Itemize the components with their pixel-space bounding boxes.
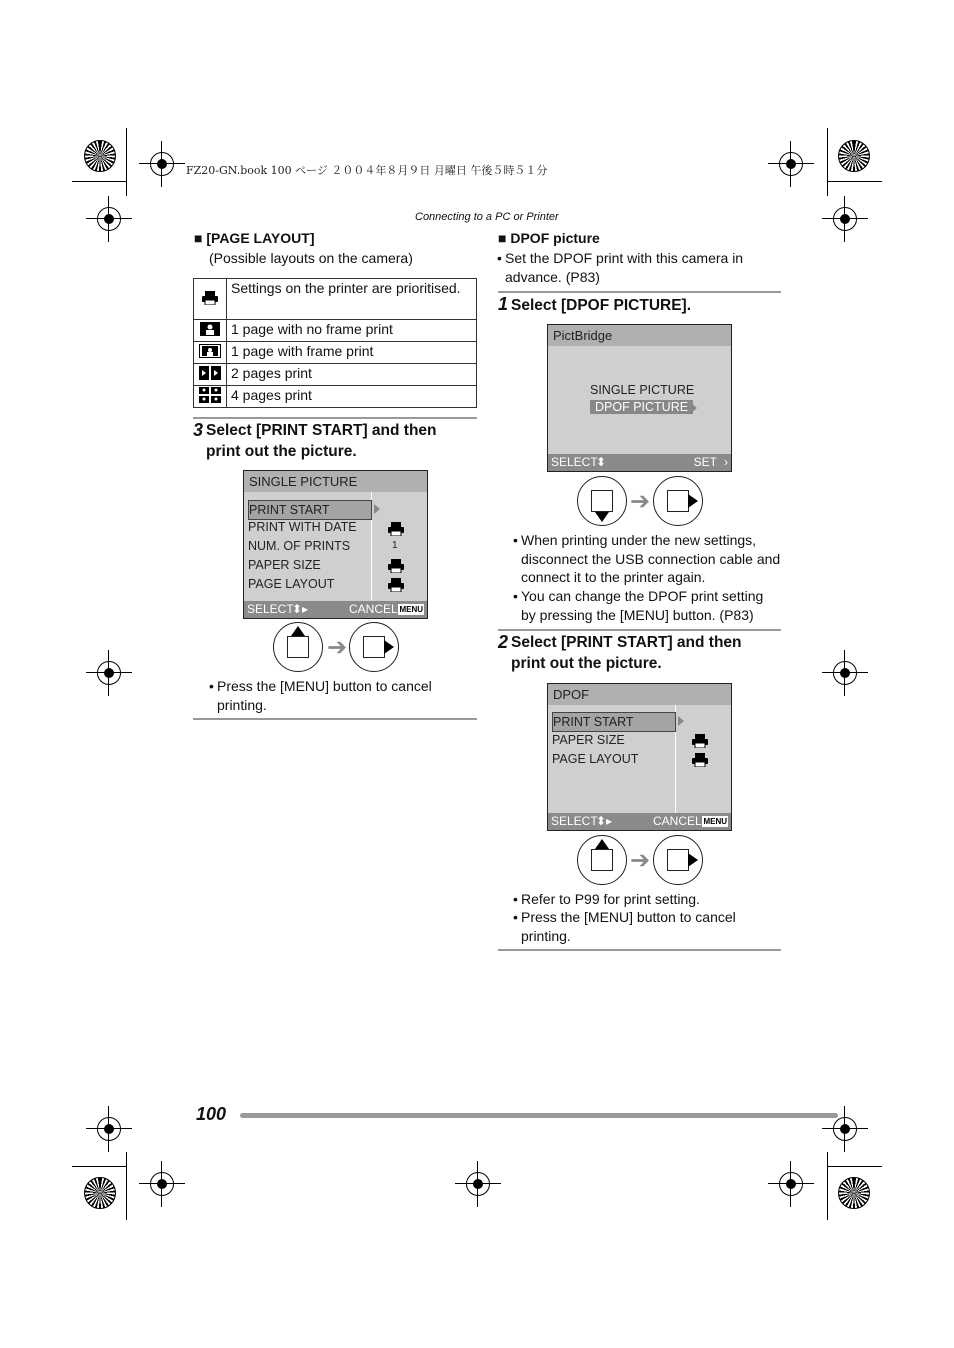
select-label: SELECT bbox=[247, 602, 294, 616]
camera-screen-pictbridge bbox=[547, 324, 732, 472]
menu-item-print-start[interactable]: PRINT START bbox=[552, 712, 676, 732]
note-cancel: • Press the [MENU] button to cancel printing. bbox=[521, 908, 781, 945]
registration-mark-icon bbox=[150, 152, 174, 176]
screen-footer bbox=[244, 601, 427, 618]
registration-mark-icon bbox=[466, 1172, 490, 1196]
submenu-arrow-icon bbox=[374, 504, 380, 514]
cancel-label: CANCEL bbox=[349, 602, 398, 616]
submenu-arrow-icon bbox=[678, 716, 684, 726]
menu-item-page-layout[interactable]: PAGE LAYOUT bbox=[248, 577, 335, 591]
printer-icon bbox=[387, 578, 405, 592]
single-no-frame-icon bbox=[194, 320, 227, 342]
registration-mark-icon bbox=[779, 152, 803, 176]
printer-icon bbox=[387, 522, 405, 536]
step-3: 3 Select [PRINT START] and then print out the picture. bbox=[193, 420, 437, 460]
printer-icon bbox=[691, 753, 709, 767]
divider bbox=[498, 629, 781, 631]
dpad-right-icon bbox=[653, 476, 703, 526]
registration-star-icon bbox=[84, 1177, 116, 1209]
printer-icon bbox=[691, 734, 709, 748]
single-frame-icon bbox=[194, 342, 227, 364]
note-change-dpof: • You can change the DPOF print setting by pressing the [MENU] button. (P83) bbox=[521, 587, 781, 624]
camera-screen-single-picture bbox=[243, 470, 428, 619]
dpad-down-icon bbox=[577, 476, 627, 526]
menu-item-single-picture[interactable]: SINGLE PICTURE bbox=[590, 383, 695, 397]
registration-mark-icon bbox=[97, 207, 121, 231]
set-label: SET bbox=[693, 455, 717, 469]
screen-title: PictBridge bbox=[548, 325, 731, 346]
printer-icon bbox=[194, 279, 227, 320]
page-number: 100 bbox=[196, 1104, 227, 1124]
cancel-label: CANCEL bbox=[653, 814, 702, 828]
divider bbox=[498, 291, 781, 293]
divider bbox=[193, 417, 477, 419]
registration-mark-icon bbox=[150, 1172, 174, 1196]
dpof-heading: ■ DPOF picture bbox=[498, 230, 600, 246]
menu-item-print-start[interactable]: PRINT START bbox=[248, 500, 372, 520]
screen-footer bbox=[548, 454, 731, 471]
select-label: SELECT bbox=[551, 455, 598, 469]
menu-button-icon: MENU bbox=[703, 817, 727, 826]
arrow-right-icon: ➔ bbox=[327, 634, 348, 661]
note-p99: • Refer to P99 for print setting. bbox=[521, 890, 781, 909]
menu-button-icon: MENU bbox=[399, 605, 423, 614]
running-header: Connecting to a PC or Printer bbox=[415, 211, 559, 223]
registration-mark-icon bbox=[779, 1172, 803, 1196]
menu-item-dpof-picture[interactable]: DPOF PICTURE bbox=[590, 400, 693, 414]
camera-screen-dpof bbox=[547, 683, 732, 831]
menu-item-num-of-prints[interactable]: NUM. OF PRINTS bbox=[248, 539, 351, 553]
footer-bar bbox=[240, 1113, 838, 1118]
printer-icon bbox=[387, 559, 405, 573]
registration-mark-icon bbox=[833, 661, 857, 685]
menu-item-paper-size[interactable]: PAPER SIZE bbox=[552, 733, 625, 747]
chevron-right-icon: › bbox=[724, 455, 728, 469]
updown-icon: ⬍ bbox=[596, 455, 607, 469]
two-pages-icon bbox=[194, 364, 227, 386]
step-2: 2 Select [PRINT START] and then print out the picture. bbox=[498, 632, 742, 672]
arrow-right-icon: ➔ bbox=[630, 847, 651, 874]
table-row-text: 4 pages print bbox=[227, 386, 477, 408]
screen-title: DPOF bbox=[548, 684, 731, 705]
divider bbox=[498, 949, 781, 951]
dpof-note: • Set the DPOF print with this camera in advance. (P83) bbox=[505, 249, 773, 286]
step-1: 1 Select [DPOF PICTURE]. bbox=[498, 294, 692, 314]
registration-mark-icon bbox=[833, 207, 857, 231]
table-row-text: Settings on the printer are prioritised. bbox=[227, 279, 477, 320]
page-layout-heading: ■ [PAGE LAYOUT] bbox=[194, 230, 315, 246]
select-label: SELECT bbox=[551, 814, 598, 828]
menu-item-page-layout[interactable]: PAGE LAYOUT bbox=[552, 752, 639, 766]
dpad-up-icon bbox=[273, 622, 323, 672]
screen-title: SINGLE PICTURE bbox=[244, 471, 427, 492]
registration-star-icon bbox=[84, 140, 116, 172]
updown-right-icon: ⬍▸ bbox=[292, 602, 309, 616]
dpad-right-icon bbox=[349, 622, 399, 672]
table-row-text: 1 page with no frame print bbox=[227, 320, 477, 342]
updown-right-icon: ⬍▸ bbox=[596, 814, 613, 828]
page-layout-subtitle: (Possible layouts on the camera) bbox=[209, 250, 413, 266]
num-of-prints-value: 1 bbox=[392, 540, 398, 551]
screen-footer bbox=[548, 813, 731, 830]
file-header: FZ20-GN.book 100 ページ ２００４年８月９日 月曜日 午後５時５１分 bbox=[186, 164, 548, 177]
four-pages-icon bbox=[194, 386, 227, 408]
cancel-note: • Press the [MENU] button to cancel printing. bbox=[217, 677, 477, 714]
submenu-arrow-icon bbox=[691, 403, 697, 413]
menu-item-paper-size[interactable]: PAPER SIZE bbox=[248, 558, 321, 572]
registration-star-icon bbox=[838, 140, 870, 172]
registration-mark-icon bbox=[833, 1117, 857, 1141]
table-row-text: 2 pages print bbox=[227, 364, 477, 386]
dpad-up-icon bbox=[577, 835, 627, 885]
page-layout-table bbox=[193, 278, 477, 408]
note-reconnect: • When printing under the new settings, disconnect the USB connection cable and connect it to the printer again. bbox=[521, 531, 781, 587]
arrow-right-icon: ➔ bbox=[630, 488, 651, 515]
divider bbox=[193, 718, 477, 720]
registration-mark-icon bbox=[97, 1117, 121, 1141]
table-row-text: 1 page with frame print bbox=[227, 342, 477, 364]
menu-item-print-with-date[interactable]: PRINT WITH DATE bbox=[248, 520, 357, 534]
dpad-right-icon bbox=[653, 835, 703, 885]
registration-star-icon bbox=[838, 1177, 870, 1209]
registration-mark-icon bbox=[97, 661, 121, 685]
